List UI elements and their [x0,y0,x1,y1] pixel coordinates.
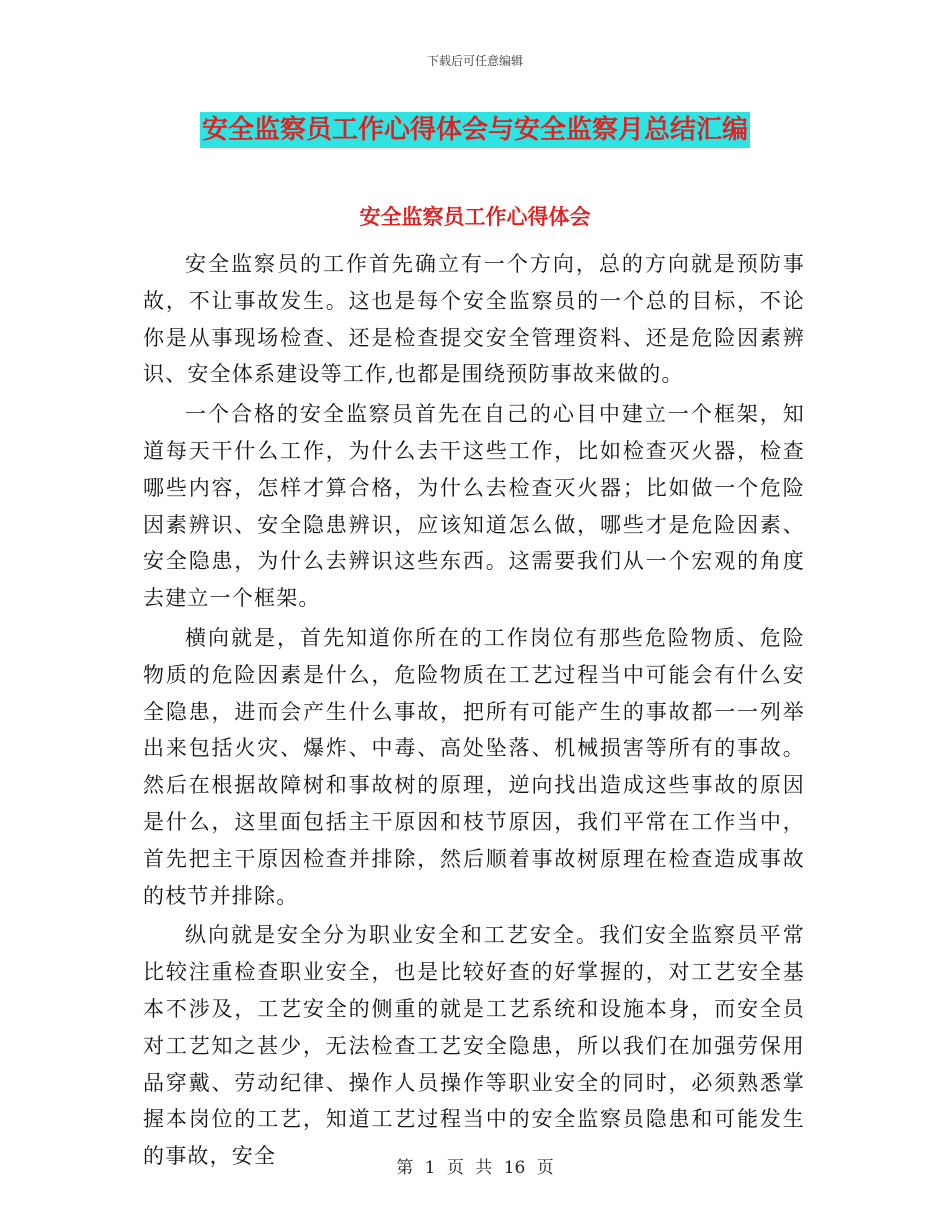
page-header-note: 下载后可任意编辑 [426,54,523,68]
body-text [143,246,805,1178]
paragraph: 横向就是，首先知道你所在的工作岗位有那些危险物质、危险物质的危险因素是什么，危险物质在工艺过程当中可能会有什么安全隐患，进而会产生什么事故，把所有可能产生的事故都一一列举出来包括火灾、爆炸、中毒、高处坠落、机械损害等所有的事故。然后在根据故障树和事故树的原理，逆向找出造成这些事故的原因是什么，这里面包括主干原因和枝节原因，我们平常在工作当中，首先把主干原因检查并排除，然后顺着事故树原理在检查造成事故的枝节并排除。 [143,625,805,908]
paragraph: 纵向就是安全分为职业安全和工艺安全。我们安全监察员平常比较注重检查职业安全，也是比较好查的好掌握的，对工艺安全基本不涉及，工艺安全的侧重的就是工艺系统和设施本身，而安全员对工艺知之甚少，无法检查工艺安全隐患，所以我们在加强劳保用品穿戴、劳动纪律、操作人员操作等职业安全的同时，必须熟悉掌握本岗位的工艺，知道工艺过程当中的安全监察员隐患和可能发生的事故，安全 [143,923,805,1169]
paragraph: 一个合格的安全监察员首先在自己的心目中建立一个框架，知道每天干什么工作，为什么去干这些工作，比如检查灭火器，检查哪些内容，怎样才算合格，为什么去检查灭火器；比如做一个危险因素辨识、安全隐患辨识，应该知道怎么做，哪些才是危险因素、安全隐患，为什么去辨识这些东西。这需要我们从一个宏观的角度去建立一个框架。 [143,402,805,611]
page-number-footer: 第 1 页 共 16 页 [396,1158,554,1178]
main-title: 安全监察员工作心得体会与安全监察月总结汇编 [200,112,750,148]
paragraph: 安全监察员的工作首先确立有一个方向，总的方向就是预防事故，不让事故发生。这也是每个安全监察员的一个总的目标，不论你是从事现场检查、还是检查提交安全管理资料、还是危险因素辨识、安全体系建设等工作,也都是围绕预防事故来做的。 [143,252,805,387]
section-title: 安全监察员工作心得体会 [359,205,591,229]
main-title-container [0,112,950,148]
